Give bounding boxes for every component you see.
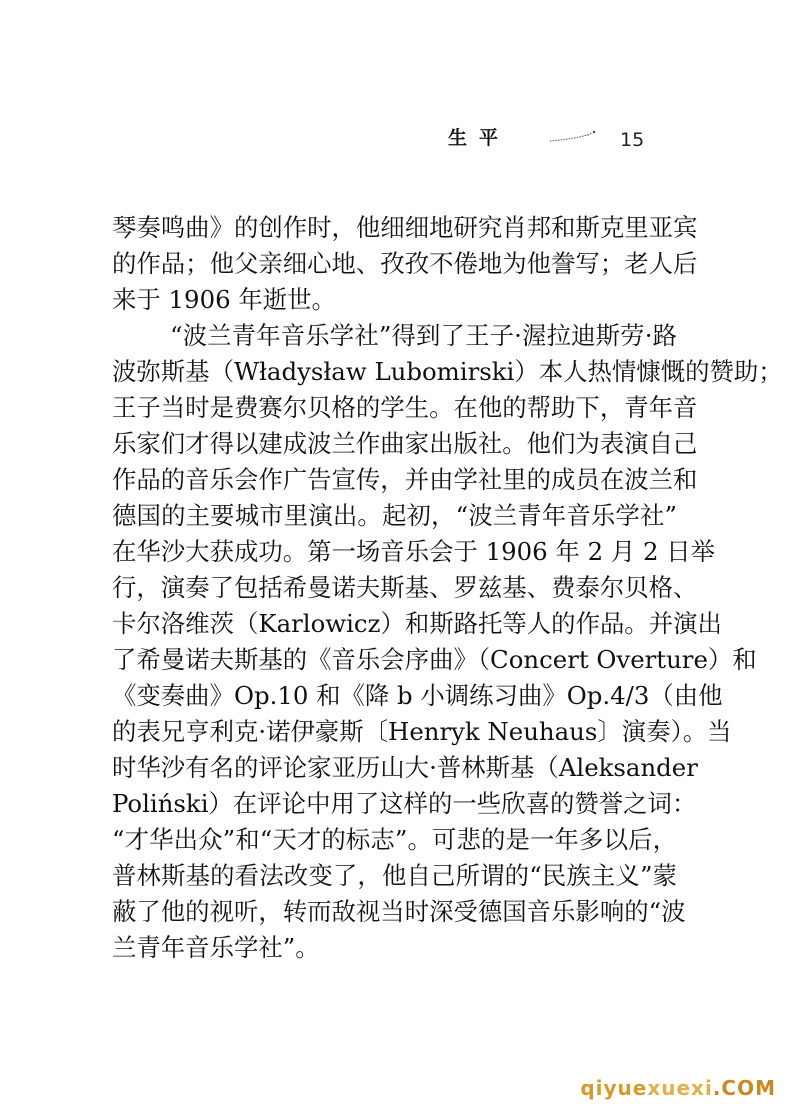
text-line: 行，演奏了包括希曼诺夫斯基、罗兹基、费泰尔贝格、 bbox=[112, 573, 698, 602]
watermark-part: qiyue bbox=[580, 1076, 648, 1100]
site-watermark bbox=[580, 1076, 776, 1100]
text-line: “波兰青年音乐学社”得到了王子·渥拉迪斯劳·路 bbox=[170, 321, 677, 350]
watermark-part: .COM bbox=[712, 1076, 776, 1100]
text-line: Poliński）在评论中用了这样的一些欣喜的赞誉之词： bbox=[112, 789, 697, 818]
text-line: 作品的音乐会作广告宣传，并由学社里的成员在波兰和 bbox=[112, 465, 698, 494]
page-number: 15 bbox=[620, 129, 645, 151]
text-line: 王子当时是费赛尔贝格的学生。在他的帮助下，青年音 bbox=[112, 393, 698, 422]
text-line: 普林斯基的看法改变了，他自己所谓的“民族主义”蒙 bbox=[112, 861, 677, 890]
text-line: 在华沙大获成功。第一场音乐会于 1906 年 2 月 2 日举 bbox=[112, 537, 716, 566]
body-text bbox=[112, 210, 783, 966]
text-line: 波弥斯基（Władysław Lubomirski）本人热情慷慨的赞助； bbox=[112, 357, 783, 386]
text-line: 兰青年音乐学社”。 bbox=[112, 933, 320, 962]
text-line: 来于 1906 年逝世。 bbox=[112, 285, 336, 314]
text-line: 琴奏鸣曲》的创作时，他细细地研究肖邦和斯克里亚宾 bbox=[112, 213, 698, 242]
section-title: 生平 bbox=[448, 127, 511, 149]
ornament-flourish bbox=[548, 128, 598, 144]
watermark-part: xuexi bbox=[647, 1076, 713, 1100]
text-line: 蔽了他的视听，转而敌视当时深受德国音乐影响的“波 bbox=[112, 897, 686, 926]
text-line: 的作品；他父亲细心地、孜孜不倦地为他誊写；老人后 bbox=[112, 249, 698, 278]
text-line: 乐家们才得以建成波兰作曲家出版社。他们为表演自己 bbox=[112, 429, 698, 458]
text-line: 《变奏曲》Op.10 和《降 b 小调练习曲》Op.4/3（由他 bbox=[112, 681, 723, 710]
text-line: 卡尔洛维茨（Karlowicz）和斯路托等人的作品。并演出 bbox=[112, 609, 722, 638]
text-line: “才华出众”和“天才的标志”。可悲的是一年多以后， bbox=[112, 825, 677, 854]
running-head bbox=[440, 126, 670, 156]
text-line: 时华沙有名的评论家亚历山大·普林斯基（Aleksander bbox=[112, 753, 698, 782]
text-line: 了希曼诺夫斯基的《音乐会序曲》（Concert Overture）和 bbox=[112, 645, 757, 674]
text-line: 德国的主要城市里演出。起初，“波兰青年音乐学社” bbox=[112, 501, 677, 530]
text-line: 的表兄亨利克·诺伊豪斯〔Henryk Neuhaus〕演奏）。当 bbox=[112, 717, 732, 746]
